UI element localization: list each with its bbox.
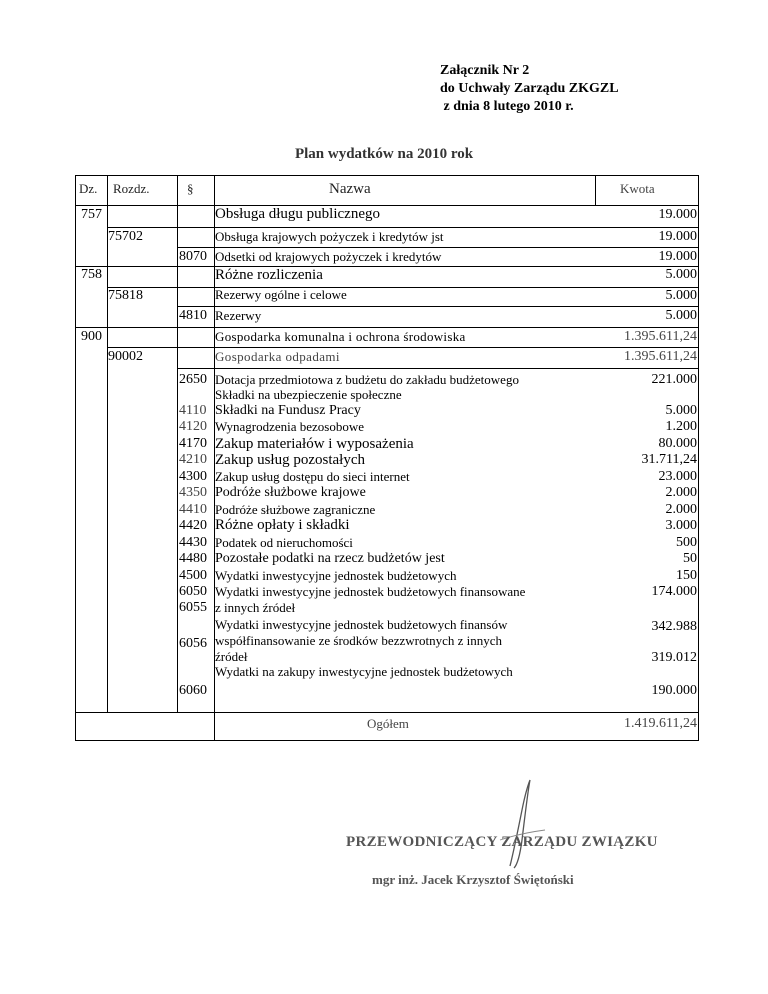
row-amount: 19.000 — [658, 229, 697, 244]
header-paragraph: § — [187, 181, 194, 196]
row-name: Rezerwy — [215, 308, 262, 323]
expenditure-table — [75, 175, 699, 741]
row-rozdz: 75702 — [108, 229, 143, 244]
header-rozdz: Rozdz. — [113, 181, 150, 196]
detail-name: z innych źródeł — [215, 600, 296, 615]
row-dz: 900 — [81, 329, 102, 344]
row-amount: 1.395.611,24 — [624, 349, 697, 364]
detail-paragraph: 6056 — [179, 636, 207, 651]
detail-paragraph: 2650 — [179, 372, 207, 387]
detail-name: Składki na Fundusz Pracy — [215, 403, 361, 418]
row-dz: 757 — [81, 207, 102, 222]
detail-amount: 5.000 — [665, 403, 697, 418]
detail-paragraph: 4500 — [179, 568, 207, 583]
detail-name: Zakup usług dostępu do sieci internet — [215, 469, 410, 484]
detail-amount: 190.000 — [651, 683, 697, 698]
detail-amount: 2.000 — [665, 502, 697, 517]
total-label: Ogółem — [367, 716, 409, 731]
detail-amount: 174.000 — [651, 584, 697, 599]
row-amount: 5.000 — [665, 288, 697, 303]
detail-name: Dotacja przedmiotowa z budżetu do zakładu budżetowego — [215, 372, 519, 387]
detail-name: Wynagrodzenia bezosobowe — [215, 419, 365, 434]
row-name: Gospodarka odpadami — [215, 349, 340, 364]
detail-name: źródeł — [215, 649, 248, 664]
row-amount: 19.000 — [658, 207, 697, 222]
detail-name: Podróże służbowe krajowe — [215, 485, 366, 500]
row-name: Odsetki od krajowych pożyczek i kredytów — [215, 249, 442, 264]
detail-paragraph: 4350 — [179, 485, 207, 500]
detail-paragraph: 4420 — [179, 518, 207, 533]
detail-paragraph: 4480 — [179, 551, 207, 566]
attachment-line-1: Załącznik Nr 2 — [440, 63, 530, 78]
detail-paragraph: 6055 — [179, 600, 207, 615]
detail-amount: 150 — [676, 568, 697, 583]
row-name: Obsługa długu publicznego — [215, 206, 380, 222]
detail-name: Wydatki inwestycyjne jednostek budżetowych finansowane — [215, 584, 526, 599]
detail-paragraph: 4300 — [179, 469, 207, 484]
detail-paragraph: 6060 — [179, 683, 207, 698]
detail-amount: 342.988 — [651, 619, 697, 634]
header-dz: Dz. — [79, 181, 98, 196]
detail-paragraph: 4430 — [179, 535, 207, 550]
signature-block — [340, 770, 700, 900]
detail-amount: 2.000 — [665, 485, 697, 500]
detail-amount: 50 — [683, 551, 697, 566]
row-paragraph: 8070 — [179, 249, 207, 264]
attachment-line-2: do Uchwały Zarządu ZKGZL — [440, 81, 619, 96]
detail-amount: 500 — [676, 535, 697, 550]
detail-paragraph: 4210 — [179, 452, 207, 467]
detail-amount: 80.000 — [658, 436, 697, 451]
detail-amount: 319.012 — [651, 650, 697, 665]
detail-paragraph: 4120 — [179, 419, 207, 434]
row-rozdz: 75818 — [108, 288, 143, 303]
signatory-title: PRZEWODNICZĄCY ZARZĄDU ZWIĄZKU — [346, 834, 658, 850]
handwritten-signature-icon — [470, 770, 590, 870]
detail-paragraph: 4170 — [179, 436, 207, 451]
row-name: Obsługa krajowych pożyczek i kredytów jst — [215, 229, 444, 244]
detail-name: Składki na ubezpieczenie społeczne — [215, 387, 402, 402]
detail-name: Zakup usług pozostałych — [215, 452, 365, 468]
detail-name: Różne opłaty i składki — [215, 517, 350, 533]
attachment-line-3: z dnia 8 lutego 2010 r. — [440, 99, 574, 114]
row-rozdz: 90002 — [108, 349, 143, 364]
row-paragraph: 4810 — [179, 308, 207, 323]
detail-name: Pozostałe podatki na rzecz budżetów jest — [215, 551, 445, 566]
detail-amount: 221.000 — [651, 372, 697, 387]
header-amount: Kwota — [620, 181, 655, 196]
detail-amount: 1.200 — [665, 419, 697, 434]
detail-name: Wydatki inwestycyjne jednostek budżetowych finansów — [215, 617, 508, 632]
detail-paragraph: 4110 — [179, 403, 207, 418]
row-name: Gospodarka komunalna i ochrona środowiska — [215, 329, 466, 344]
signatory-name: mgr inż. Jacek Krzysztof Świętoński — [372, 872, 574, 887]
detail-amount: 31.711,24 — [641, 452, 697, 467]
detail-name: współfinansowanie ze środków bezzwrotnych z innych — [215, 633, 502, 648]
row-dz: 758 — [81, 267, 102, 282]
detail-name: Wydatki na zakupy inwestycyjne jednostek budżetowych — [215, 664, 513, 679]
row-name: Rezerwy ogólne i celowe — [215, 287, 347, 302]
row-amount: 19.000 — [658, 249, 697, 264]
detail-amount: 3.000 — [665, 518, 697, 533]
header-name: Nazwa — [329, 181, 371, 197]
detail-name: Wydatki inwestycyjne jednostek budżetowych — [215, 568, 457, 583]
detail-amount: 23.000 — [658, 469, 697, 484]
total-amount: 1.419.611,24 — [624, 716, 697, 731]
detail-paragraph: 4410 — [179, 502, 207, 517]
detail-name: Zakup materiałów i wyposażenia — [215, 436, 414, 452]
detail-name: Podróże służbowe zagraniczne — [215, 502, 376, 517]
row-amount: 1.395.611,24 — [624, 329, 697, 344]
row-name: Różne rozliczenia — [215, 267, 323, 283]
detail-name: Podatek od nieruchomości — [215, 535, 353, 550]
detail-paragraph: 6050 — [179, 584, 207, 599]
row-amount: 5.000 — [665, 267, 697, 282]
page-title: Plan wydatków na 2010 rok — [294, 146, 474, 162]
row-amount: 5.000 — [665, 308, 697, 323]
attachment-note — [440, 62, 619, 116]
